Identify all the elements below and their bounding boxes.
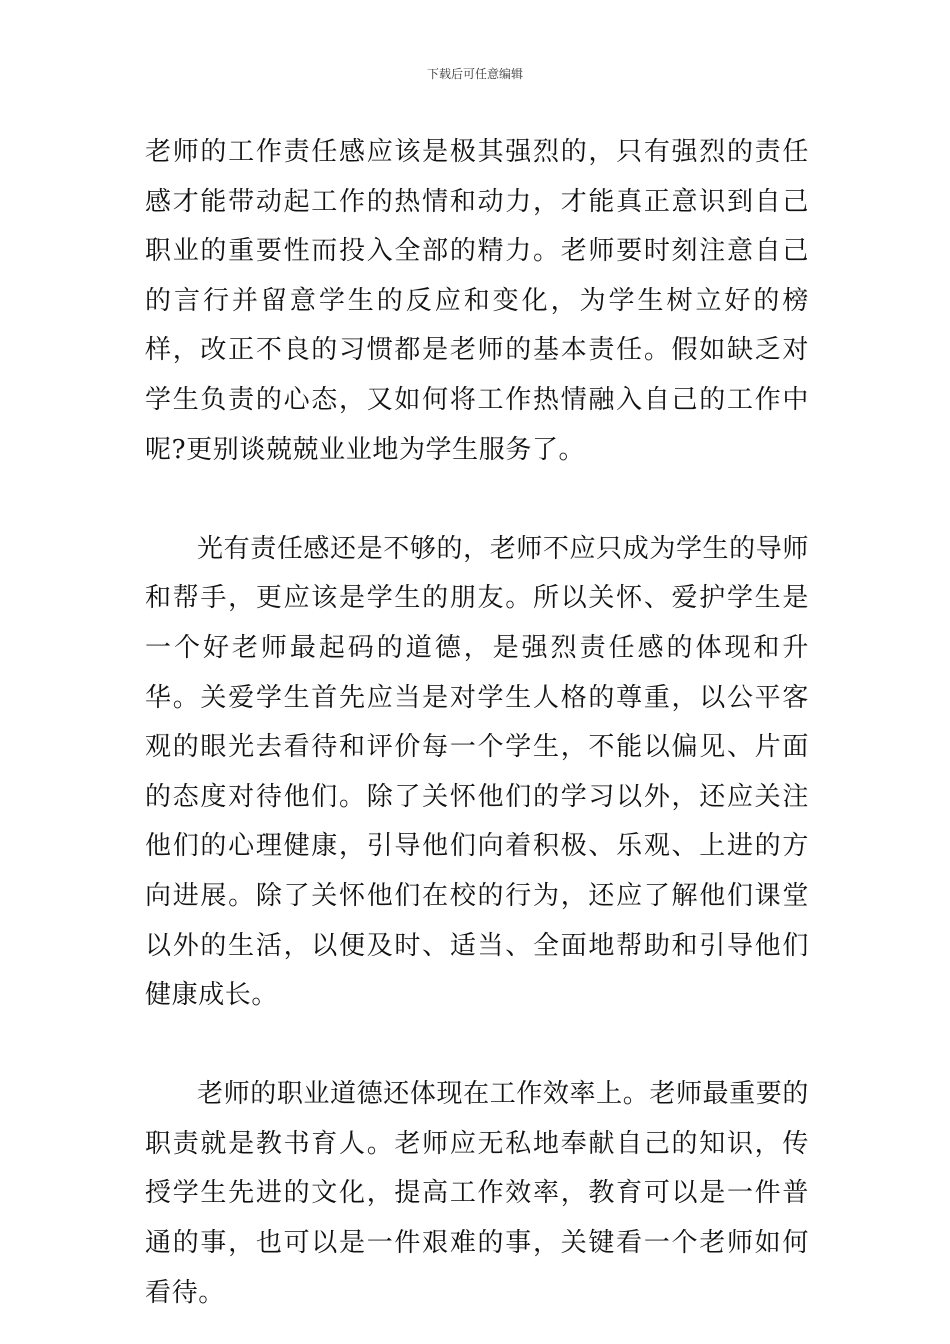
document-body: [145, 128, 809, 1318]
paragraph-work-efficiency: 老师的职业道德还体现在工作效率上。老师最重要的职责就是教书育人。老师应无私地奉献自己的知识，传授学生先进的文化，提高工作效率，教育可以是一件普通的事，也可以是一件艰难的事，关键看一个老师如何看待。: [145, 1079, 809, 1308]
page-header: 下载后可任意编辑: [426, 67, 523, 81]
paragraph-responsibility: 老师的工作责任感应该是极其强烈的，只有强烈的责任感才能带动起工作的热情和动力，才能真正意识到自己职业的重要性而投入全部的精力。老师要时刻注意自己的言行并留意学生的反应和变化，为学生树立好的榜样，改正不良的习惯都是老师的基本责任。假如缺乏对学生负责的心态，又如何将工作热情融入自己的工作中呢?更别谈兢兢业业地为学生服务了。: [145, 137, 809, 465]
paragraph-care-for-students: 光有责任感还是不够的，老师不应只成为学生的导师和帮手，更应该是学生的朋友。所以关怀、爱护学生是一个好老师最起码的道德，是强烈责任感的体现和升华。关爱学生首先应当是对学生人格的尊重，以公平客观的眼光去看待和评价每一个学生，不能以偏见、片面的态度对待他们。除了关怀他们的学习以外，还应关注他们的心理健康，引导他们向着积极、乐观、上进的方向进展。除了关怀他们在校的行为，还应了解他们课堂以外的生活，以便及时、适当、全面地帮助和引导他们健康成长。: [145, 533, 809, 1011]
